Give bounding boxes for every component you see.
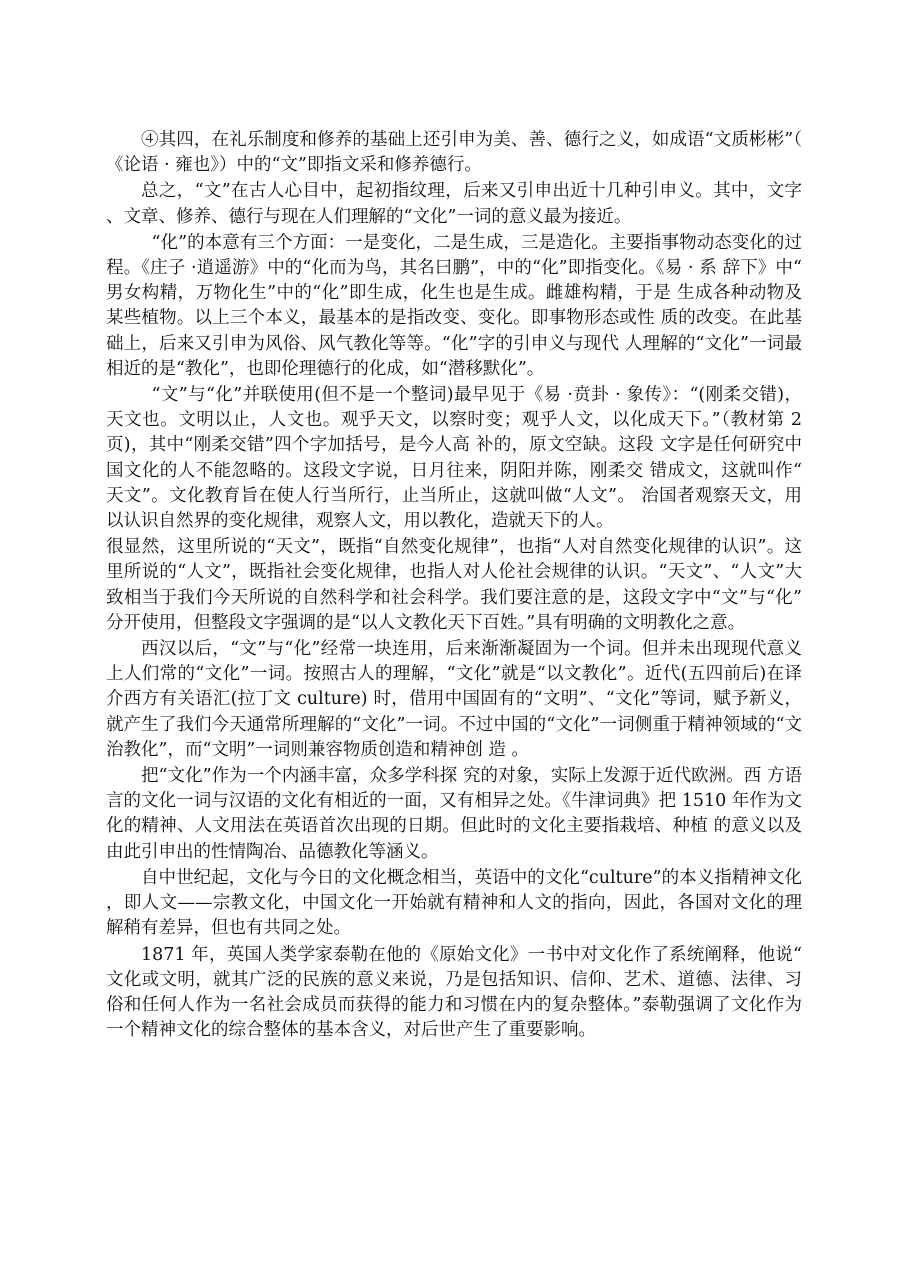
- paragraph-wen-summary: 总之，“文”在古人心目中，起初指纹理，后来又引申出近十几种引申义。其中，文字、文章、修养、德行与现在人们理解的“文化”一词的意义最为接近。: [106, 181, 802, 227]
- document-body: [106, 128, 802, 1044]
- paragraph-tianwen-renwen: 很显然，这里所说的“天文”，既指“自然变化规律”，也指“人对自然变化规律的认识”。这里所说的“人文”，既指社会变化规律，也指人对人伦社会规律的认识。“天文”、“人文”大致相当于我们今天所说的自然科学和社会科学。我们要注意的是，这段文字中“文”与“化”分开使用，但整段文字强调的是“以人文教化天下百姓。”具有明确的文明教化之意。: [106, 537, 802, 633]
- paragraph-wen-meaning-four: ④其四，在礼乐制度和修养的基础上还引申为美、善、德行之义，如成语“文质彬彬”（《论语 · 雍也》）中的“文”即指文采和修养德行。: [106, 130, 802, 176]
- paragraph-tylor-definition: 1871 年，英国人类学家泰勒在他的《原始文化》一书中对文化作了系统阐释，他说“文化或文明，就其广泛的民族的意义来说，乃是包括知识、信仰、艺术、道德、法律、习俗和任何人作为一名社会成员而获得的能力和习惯在内的复杂整体。”泰勒强调了文化作为一个精神文化的综合整体的基本含义，对后世产生了重要影响。: [106, 944, 802, 1041]
- paragraph-wen-hua-origin: “文”与“化”并联使用(但不是一个整词)最早见于《易 ·贲卦 · 象传》：“(刚柔交错)，天文也。文明以止，人文也。观乎天文，以察时变；观乎人文，以化成天下。”（教材第 2 页)，其中“刚柔交错”四个字加括号，是今人高 补的，原文空缺。这段 文字是任何研究中国文化的人不能忽略的。这段文字说，日月往来，阴阳并陈，刚柔交 错成文，这就叫作“天文”。文化教育旨在使人行当所行，止当所止，这就叫做“人文”。 治国者观察天文，用以认识自然界的变化规律，观察人文，用以教化，造就天下的人。: [106, 385, 802, 532]
- paragraph-europe-culture: 把“文化”作为一个内涵丰富，众多学科探 究的对象，实际上发源于近代欧洲。西 方语言的文化一词与汉语的文化有相近的一面，又有相异之处。《牛津词典》把 1510 年作为文化的精神、人文用法在英语首次出现的日期。但此时的文化主要指栽培、种植 的意义以及由此引申出的性情陶冶、品德教化等涵义。: [106, 766, 802, 862]
- paragraph-hua-meaning: “化”的本意有三个方面：一是变化，二是生成，三是造化。主要指事物动态变化的过程。《庄子 ·逍遥游》中的“化而为鸟，其名曰鹏”，中的“化”即指变化。《易 · 系 辞下》中“男女构精，万物化生”中的“化”即生成，化生也是生成。雌雄构精，于是 生成各种动物及某些植物。以上三个本义，最基本的是指改变、变化。即事物形态或性 质的改变。在此基础上，后来又引申为风俗、风气教化等等。“化”字的引申义与现代 人理解的“文化”一词最相近的是“教化”，也即伦理德行的化成，如“潜移默化”。: [106, 232, 802, 379]
- paragraph-western-han: 西汉以后，“文”与“化”经常一块连用，后来渐渐凝固为一个词。但并未出现现代意义上人们常的“文化”一词。按照古人的理解，“文化”就是“以文教化”。近代(五四前后)在译介西方有关语汇(拉丁文 culture) 时，借用中国固有的“文明”、“文化”等词，赋予新义，就产生了我们今天通常所理解的“文化”一词。不过中国的“文化”一词侧重于精神领域的“文治教化”，而“文明”一词则兼容物质创造和精神创 造 。: [106, 639, 802, 760]
- paragraph-middle-ages: 自中世纪起，文化与今日的文化概念相当，英语中的文化“culture”的本义指精神文化，即人文——宗教文化，中国文化一开始就有精神和人文的指向，因此，各国对文化的理解稍有差异，但也有共同之处。: [106, 867, 802, 939]
